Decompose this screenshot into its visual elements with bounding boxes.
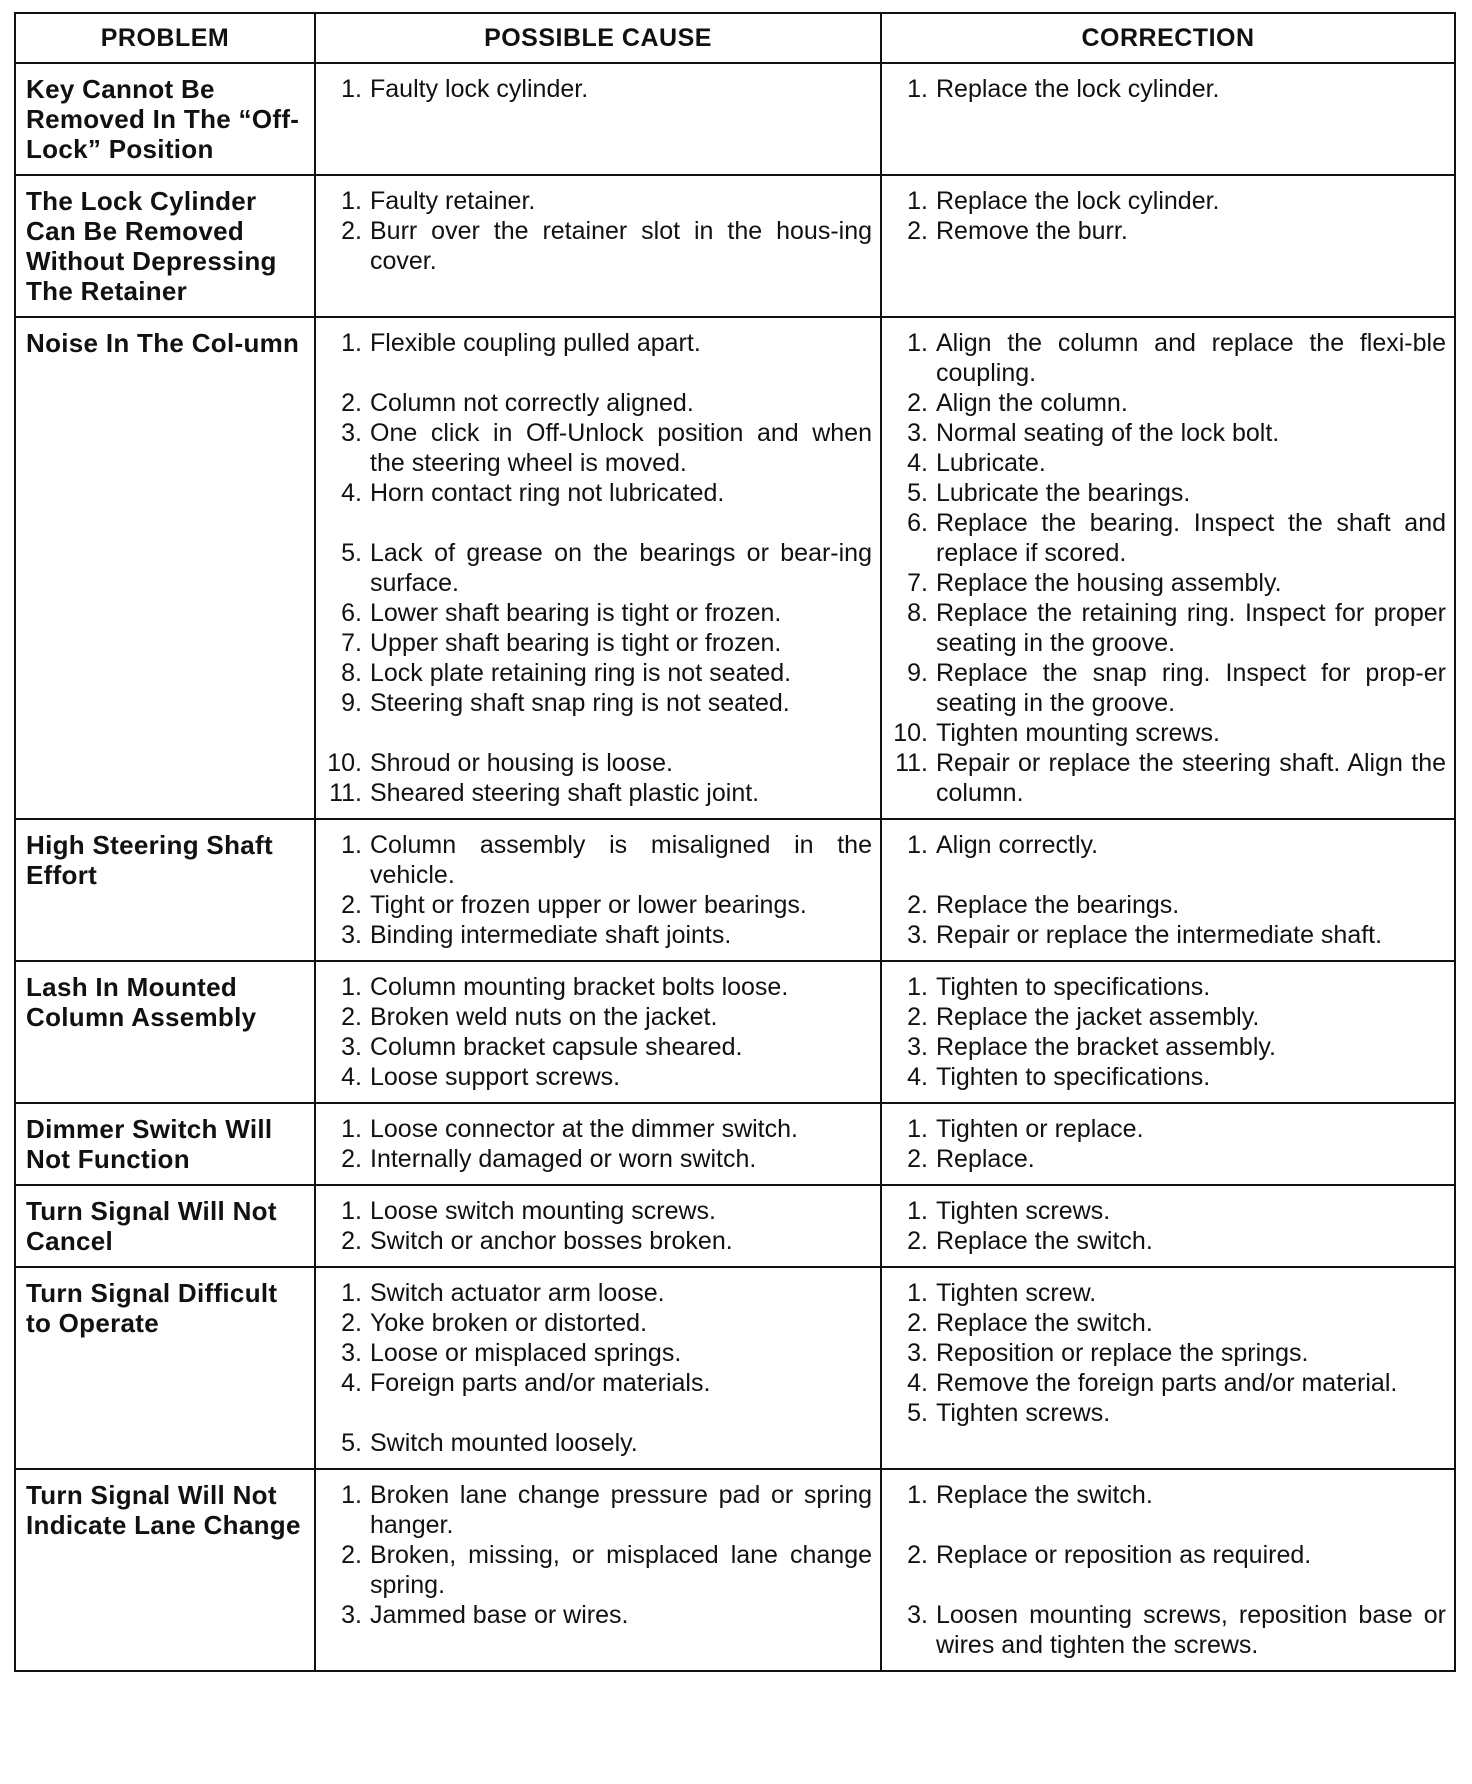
item-number: 3. <box>341 419 362 447</box>
cause-item <box>322 186 872 216</box>
item-text: Replace or reposition as required. <box>936 1541 1312 1569</box>
cause-cell <box>315 819 881 961</box>
item-number: 2. <box>907 217 928 245</box>
item-number: 4. <box>341 1063 362 1091</box>
item-text: Internally damaged or worn switch. <box>370 1145 757 1173</box>
cause-item <box>322 1002 872 1032</box>
item-number: 2. <box>341 891 362 919</box>
correction-item <box>888 568 1446 598</box>
item-number: 3. <box>907 1339 928 1367</box>
table-row <box>15 819 1455 961</box>
problem-cell: Turn Signal Difficult to Operate <box>15 1267 315 1469</box>
item-text: Lubricate. <box>936 449 1046 477</box>
item-number: 3. <box>341 921 362 949</box>
item-number: 2. <box>907 1145 928 1173</box>
item-number: 1. <box>341 1279 362 1307</box>
correction-item <box>888 1114 1446 1144</box>
troubleshooting-table <box>14 12 1456 1672</box>
correction-list <box>888 186 1446 246</box>
item-number: 1. <box>341 973 362 1001</box>
correction-item <box>888 328 1446 388</box>
item-number: 1. <box>341 1115 362 1143</box>
correction-item <box>888 1398 1446 1428</box>
item-number: 3. <box>341 1033 362 1061</box>
correction-list <box>888 74 1446 104</box>
correction-item <box>888 1196 1446 1226</box>
item-text: Steering shaft snap ring is not seated. <box>370 689 790 717</box>
item-number: 7. <box>907 569 928 597</box>
item-number: 3. <box>907 1601 928 1629</box>
header-possible-cause: POSSIBLE CAUSE <box>315 13 881 63</box>
cause-list <box>322 1480 872 1630</box>
correction-item <box>888 1278 1446 1308</box>
correction-cell <box>881 1103 1455 1185</box>
item-number: 2. <box>907 1227 928 1255</box>
header-problem: PROBLEM <box>15 13 315 63</box>
item-number: 4. <box>907 1369 928 1397</box>
correction-list <box>888 1480 1446 1660</box>
correction-list <box>888 328 1446 808</box>
table-row <box>15 317 1455 819</box>
item-number: 1. <box>341 1197 362 1225</box>
item-text: Remove the foreign parts and/or material. <box>936 1369 1398 1397</box>
item-number: 2. <box>341 217 362 245</box>
item-number: 2. <box>341 1227 362 1255</box>
correction-list <box>888 1196 1446 1256</box>
item-text: Replace the lock cylinder. <box>936 75 1220 103</box>
item-text: Align the column and replace the flexi-ble coupling. <box>936 329 1446 387</box>
item-number: 2. <box>907 1309 928 1337</box>
item-number: 2. <box>907 389 928 417</box>
cause-list <box>322 186 872 276</box>
cause-cell <box>315 961 881 1103</box>
cause-item <box>322 920 872 950</box>
cause-list <box>322 328 872 808</box>
item-text: Horn contact ring not lubricated. <box>370 479 725 507</box>
item-text: Switch mounted loosely. <box>370 1429 638 1457</box>
cause-item <box>322 1428 872 1458</box>
item-number: 3. <box>341 1601 362 1629</box>
item-number: 2. <box>341 1003 362 1031</box>
cause-item <box>322 74 872 104</box>
correction-cell <box>881 317 1455 819</box>
correction-cell <box>881 175 1455 317</box>
item-number: 4. <box>907 1063 928 1091</box>
correction-item <box>888 478 1446 508</box>
problem-cell: Turn Signal Will Not Cancel <box>15 1185 315 1267</box>
cause-cell <box>315 63 881 175</box>
cause-list <box>322 1278 872 1458</box>
correction-item <box>888 890 1446 920</box>
cause-item <box>322 1226 872 1256</box>
item-text: Tighten to specifications. <box>936 973 1211 1001</box>
item-text: Lock plate retaining ring is not seated. <box>370 659 792 687</box>
correction-item <box>888 508 1446 568</box>
item-number: 5. <box>341 539 362 567</box>
item-text: Replace the switch. <box>936 1309 1153 1337</box>
correction-cell <box>881 819 1455 961</box>
item-text: Tighten screw. <box>936 1279 1097 1307</box>
item-text: Lubricate the bearings. <box>936 479 1191 507</box>
item-text: Loose switch mounting screws. <box>370 1197 716 1225</box>
cause-list <box>322 74 872 104</box>
item-number: 11. <box>895 749 928 777</box>
cause-item <box>322 1308 872 1338</box>
item-text: Column assembly is misaligned in the vehicle. <box>370 831 872 889</box>
cause-item <box>322 1114 872 1144</box>
item-text: Lack of grease on the bearings or bear-ing surface. <box>370 539 872 597</box>
item-text: Replace the housing assembly. <box>936 569 1282 597</box>
item-text: Loose connector at the dimmer switch. <box>370 1115 798 1143</box>
item-text: Replace the bearings. <box>936 891 1180 919</box>
cause-item <box>322 1032 872 1062</box>
table-body <box>15 63 1455 1671</box>
item-number: 2. <box>907 1003 928 1031</box>
cause-cell <box>315 317 881 819</box>
item-number: 2. <box>907 891 928 919</box>
item-number: 9. <box>907 659 928 687</box>
correction-cell <box>881 961 1455 1103</box>
cause-item <box>322 1144 872 1174</box>
cause-item <box>322 1540 872 1600</box>
correction-item <box>888 1308 1446 1338</box>
problem-cell: Turn Signal Will Not Indicate Lane Change <box>15 1469 315 1671</box>
item-text: Sheared steering shaft plastic joint. <box>370 779 760 807</box>
item-text: Column mounting bracket bolts loose. <box>370 973 789 1001</box>
item-number: 3. <box>907 419 928 447</box>
item-text: Faulty lock cylinder. <box>370 75 589 103</box>
correction-item <box>888 972 1446 1002</box>
problem-cell: The Lock Cylinder Can Be Removed Without Depressing The Retainer <box>15 175 315 317</box>
item-text: Replace the lock cylinder. <box>936 187 1220 215</box>
correction-item <box>888 1062 1446 1092</box>
item-text: Replace the bearing. Inspect the shaft and replace if scored. <box>936 509 1446 567</box>
cause-cell <box>315 1267 881 1469</box>
cause-item <box>322 538 872 598</box>
item-text: Column not correctly aligned. <box>370 389 694 417</box>
item-text: Tighten screws. <box>936 1399 1111 1427</box>
item-number: 1. <box>907 831 928 859</box>
header-row <box>15 13 1455 63</box>
cause-cell <box>315 1469 881 1671</box>
correction-item <box>888 920 1446 950</box>
item-number: 2. <box>341 389 362 417</box>
cause-item <box>322 688 872 718</box>
cause-item <box>322 328 872 358</box>
item-number: 11. <box>329 779 362 807</box>
correction-cell <box>881 1267 1455 1469</box>
cause-item <box>322 778 872 808</box>
item-text: Tighten mounting screws. <box>936 719 1220 747</box>
correction-item <box>888 418 1446 448</box>
item-text: Loosen mounting screws, reposition base or wires and tighten the screws. <box>936 1601 1446 1659</box>
correction-item <box>888 1600 1446 1660</box>
item-number: 2. <box>341 1145 362 1173</box>
item-text: Yoke broken or distorted. <box>370 1309 648 1337</box>
item-number: 1. <box>907 973 928 1001</box>
item-text: Tighten screws. <box>936 1197 1111 1225</box>
table-row <box>15 1267 1455 1469</box>
item-text: Align correctly. <box>936 831 1099 859</box>
item-number: 1. <box>907 75 928 103</box>
correction-item <box>888 388 1446 418</box>
table-row <box>15 1185 1455 1267</box>
correction-list <box>888 1278 1446 1428</box>
item-text: Replace the switch. <box>936 1227 1153 1255</box>
cause-item <box>322 388 872 418</box>
item-text: Replace the jacket assembly. <box>936 1003 1260 1031</box>
item-number: 5. <box>341 1429 362 1457</box>
correction-list <box>888 830 1446 950</box>
item-text: Jammed base or wires. <box>370 1601 629 1629</box>
cause-list <box>322 1196 872 1256</box>
correction-item <box>888 1338 1446 1368</box>
item-text: Column bracket capsule sheared. <box>370 1033 743 1061</box>
item-number: 6. <box>907 509 928 537</box>
item-text: Repair or replace the intermediate shaft. <box>936 921 1383 949</box>
cause-item <box>322 1600 872 1630</box>
item-number: 1. <box>907 1279 928 1307</box>
correction-item <box>888 186 1446 216</box>
problem-cell: High Steering Shaft Effort <box>15 819 315 961</box>
correction-list <box>888 1114 1446 1174</box>
table-row <box>15 63 1455 175</box>
item-text: Lower shaft bearing is tight or frozen. <box>370 599 782 627</box>
cause-item <box>322 658 872 688</box>
item-text: Replace the switch. <box>936 1481 1153 1509</box>
cause-item <box>322 972 872 1002</box>
item-number: 10. <box>893 719 928 747</box>
correction-item <box>888 216 1446 246</box>
item-number: 4. <box>341 1369 362 1397</box>
problem-cell: Dimmer Switch Will Not Function <box>15 1103 315 1185</box>
item-text: Tight or frozen upper or lower bearings. <box>370 891 807 919</box>
item-text: Shroud or housing is loose. <box>370 749 673 777</box>
item-number: 6. <box>341 599 362 627</box>
correction-cell <box>881 1185 1455 1267</box>
cause-item <box>322 748 872 778</box>
item-text: Broken weld nuts on the jacket. <box>370 1003 718 1031</box>
item-number: 2. <box>341 1541 362 1569</box>
item-text: Switch or anchor bosses broken. <box>370 1227 733 1255</box>
item-number: 7. <box>341 629 362 657</box>
correction-item <box>888 1002 1446 1032</box>
item-number: 10. <box>327 749 362 777</box>
cause-list <box>322 1114 872 1174</box>
cause-cell <box>315 1185 881 1267</box>
correction-item <box>888 1144 1446 1174</box>
item-text: Remove the burr. <box>936 217 1128 245</box>
item-text: Broken lane change pressure pad or spring hanger. <box>370 1481 872 1539</box>
item-text: Faulty retainer. <box>370 187 536 215</box>
item-text: Tighten to specifications. <box>936 1063 1211 1091</box>
item-number: 3. <box>341 1339 362 1367</box>
item-text: Replace the retaining ring. Inspect for proper seating in the groove. <box>936 599 1446 657</box>
problem-cell: Lash In Mounted Column Assembly <box>15 961 315 1103</box>
correction-cell <box>881 1469 1455 1671</box>
cause-item <box>322 890 872 920</box>
cause-item <box>322 628 872 658</box>
correction-item <box>888 448 1446 478</box>
problem-cell: Key Cannot Be Removed In The “Off-Lock” Position <box>15 63 315 175</box>
item-number: 1. <box>907 1197 928 1225</box>
table-row <box>15 1103 1455 1185</box>
item-text: One click in Off-Unlock position and when the steering wheel is moved. <box>370 419 872 477</box>
item-text: Switch actuator arm loose. <box>370 1279 665 1307</box>
item-number: 3. <box>907 1033 928 1061</box>
cause-item <box>322 1338 872 1368</box>
cause-item <box>322 216 872 276</box>
item-number: 5. <box>907 479 928 507</box>
item-number: 1. <box>907 1481 928 1509</box>
cause-list <box>322 830 872 950</box>
item-text: Binding intermediate shaft joints. <box>370 921 732 949</box>
item-number: 8. <box>907 599 928 627</box>
item-text: Tighten or replace. <box>936 1115 1144 1143</box>
item-number: 9. <box>341 689 362 717</box>
item-text: Reposition or replace the springs. <box>936 1339 1309 1367</box>
item-text: Align the column. <box>936 389 1128 417</box>
cause-item <box>322 830 872 890</box>
item-text: Flexible coupling pulled apart. <box>370 329 701 357</box>
cause-cell <box>315 175 881 317</box>
item-number: 2. <box>907 1541 928 1569</box>
item-text: Normal seating of the lock bolt. <box>936 419 1280 447</box>
correction-item <box>888 658 1446 718</box>
item-number: 1. <box>907 329 928 357</box>
item-number: 3. <box>907 921 928 949</box>
item-text: Loose support screws. <box>370 1063 621 1091</box>
item-number: 8. <box>341 659 362 687</box>
item-number: 4. <box>341 479 362 507</box>
item-text: Replace. <box>936 1145 1035 1173</box>
correction-item <box>888 1032 1446 1062</box>
correction-item <box>888 718 1446 748</box>
item-text: Foreign parts and/or materials. <box>370 1369 711 1397</box>
item-text: Burr over the retainer slot in the hous-ing cover. <box>370 217 872 275</box>
header-correction: CORRECTION <box>881 13 1455 63</box>
correction-item <box>888 1540 1446 1570</box>
cause-cell <box>315 1103 881 1185</box>
item-number: 2. <box>341 1309 362 1337</box>
correction-item <box>888 748 1446 808</box>
correction-item <box>888 1226 1446 1256</box>
correction-item <box>888 74 1446 104</box>
correction-item <box>888 1480 1446 1510</box>
cause-item <box>322 598 872 628</box>
item-text: Replace the bracket assembly. <box>936 1033 1276 1061</box>
item-text: Repair or replace the steering shaft. Align the column. <box>936 749 1446 807</box>
item-number: 5. <box>907 1399 928 1427</box>
correction-cell <box>881 63 1455 175</box>
correction-item <box>888 830 1446 860</box>
item-number: 1. <box>341 1481 362 1509</box>
correction-item <box>888 598 1446 658</box>
item-text: Replace the snap ring. Inspect for prop-er seating in the groove. <box>936 659 1446 717</box>
item-text: Loose or misplaced springs. <box>370 1339 682 1367</box>
correction-list <box>888 972 1446 1092</box>
item-number: 1. <box>341 329 362 357</box>
item-number: 1. <box>341 187 362 215</box>
item-number: 1. <box>341 831 362 859</box>
cause-item <box>322 478 872 508</box>
cause-list <box>322 972 872 1092</box>
table-row <box>15 961 1455 1103</box>
cause-item <box>322 1278 872 1308</box>
correction-item <box>888 1368 1446 1398</box>
item-number: 4. <box>907 449 928 477</box>
item-number: 1. <box>907 1115 928 1143</box>
item-number: 1. <box>341 75 362 103</box>
item-text: Upper shaft bearing is tight or frozen. <box>370 629 782 657</box>
table-row <box>15 175 1455 317</box>
item-text: Broken, missing, or misplaced lane change spring. <box>370 1541 872 1599</box>
cause-item <box>322 1062 872 1092</box>
item-number: 1. <box>907 187 928 215</box>
problem-cell: Noise In The Col-umn <box>15 317 315 819</box>
cause-item <box>322 1480 872 1540</box>
cause-item <box>322 418 872 478</box>
table-row <box>15 1469 1455 1671</box>
cause-item <box>322 1368 872 1398</box>
cause-item <box>322 1196 872 1226</box>
